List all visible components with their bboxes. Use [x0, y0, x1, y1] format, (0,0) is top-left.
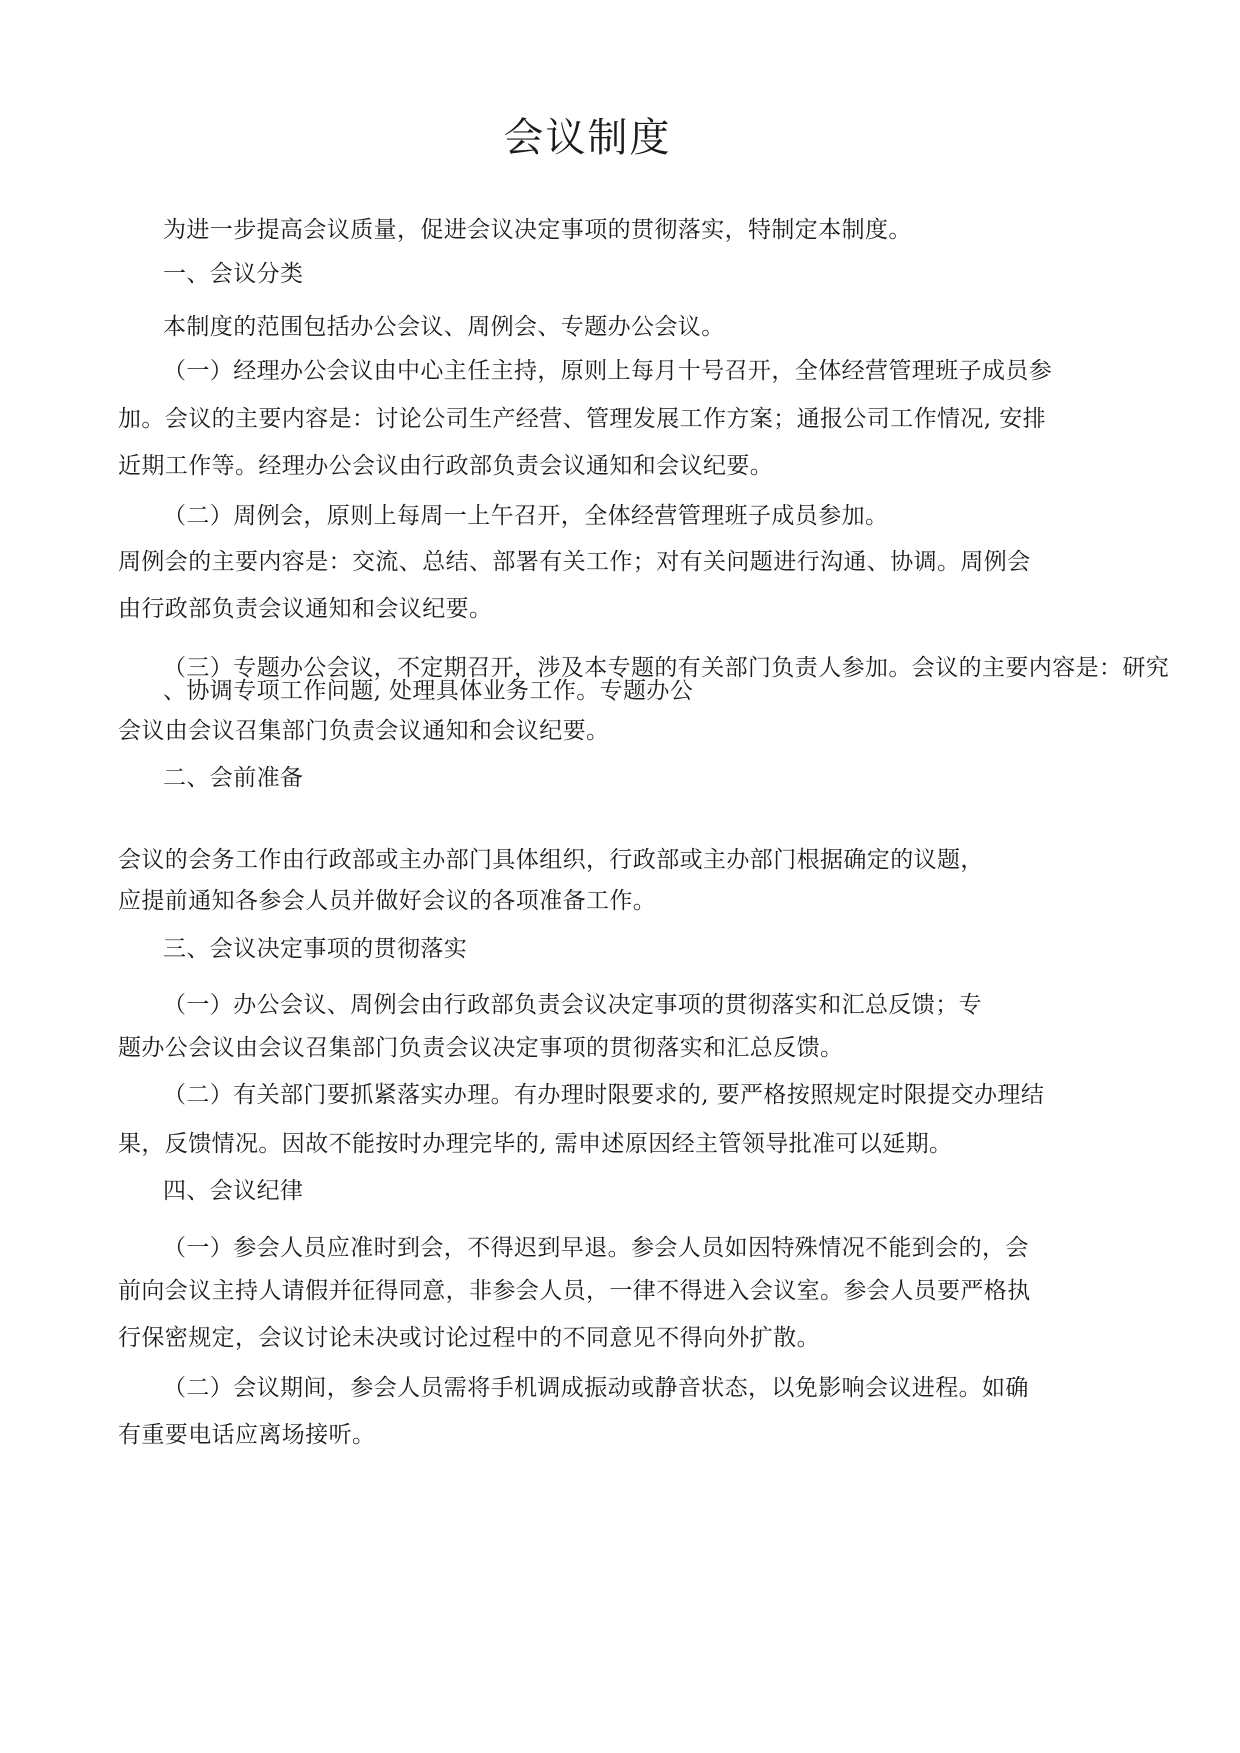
- document-title: 会议制度: [503, 115, 672, 161]
- paragraph-line: 由行政部负责会议通知和会议纪要。: [118, 596, 493, 622]
- paragraph-line: 、协调专项工作问题, 处理具体业务工作。专题办公: [163, 678, 694, 704]
- paragraph-line: 近期工作等。经理办公会议由行政部负责会议通知和会议纪要。: [118, 453, 774, 479]
- paragraph-line: （二）有关部门要抓紧落实办理。有办理时限要求的, 要严格按照规定时限提交办理结: [163, 1082, 1045, 1108]
- paragraph-line: （一）经理办公会议由中心主任主持，原则上每月十号召开，全体经营管理班子成员参: [163, 358, 1053, 384]
- section-heading-4: 四、会议纪律: [163, 1178, 304, 1204]
- paragraph-line: 前向会议主持人请假并征得同意，非参会人员，一律不得进入会议室。参会人员要严格执: [118, 1278, 1031, 1304]
- section-heading-3: 三、会议决定事项的贯彻落实: [163, 936, 468, 962]
- paragraph-line: 加。会议的主要内容是：讨论公司生产经营、管理发展工作方案；通报公司工作情况, 安排: [118, 406, 1047, 432]
- paragraph-line: 应提前通知各参会人员并做好会议的各项准备工作。: [118, 888, 657, 914]
- paragraph-line: （一）办公会议、周例会由行政部负责会议决定事项的贯彻落实和汇总反馈；专: [163, 992, 982, 1018]
- section-heading-2: 二、会前准备: [163, 765, 304, 791]
- paragraph-line: （二）会议期间，参会人员需将手机调成振动或静音状态，以免影响会议进程。如确: [163, 1375, 1029, 1401]
- paragraph-line: 有重要电话应离场接听。: [118, 1422, 376, 1448]
- paragraph-line: 行保密规定，会议讨论未决或讨论过程中的不同意见不得向外扩散。: [118, 1325, 820, 1351]
- paragraph-line: （二）周例会，原则上每周一上午召开，全体经营管理班子成员参加。: [163, 503, 889, 529]
- section-heading-1: 一、会议分类: [163, 261, 304, 287]
- paragraph-line: （一）参会人员应准时到会，不得迟到早退。参会人员如因特殊情况不能到会的，会: [163, 1235, 1029, 1261]
- paragraph-line: 周例会的主要内容是：交流、总结、部署有关工作；对有关问题进行沟通、协调。周例会: [118, 549, 1031, 575]
- paragraph-line: 本制度的范围包括办公会议、周例会、专题办公会议。: [163, 314, 725, 340]
- intro-paragraph: 为进一步提高会议质量，促进会议决定事项的贯彻落实，特制定本制度。: [163, 217, 912, 243]
- paragraph-line: 题办公会议由会议召集部门负责会议决定事项的贯彻落实和汇总反馈。: [118, 1035, 844, 1061]
- paragraph-line: 果，反馈情况。因故不能按时办理完毕的, 需申述原因经主管领导批准可以延期。: [118, 1131, 953, 1157]
- paragraph-line: （三）专题办公会议，不定期召开，涉及本专题的有关部门负责人参加。会议的主要内容是：研究: [163, 655, 1170, 681]
- paragraph-line: 会议由会议召集部门负责会议通知和会议纪要。: [118, 718, 610, 744]
- paragraph-line: 会议的会务工作由行政部或主办部门具体组织，行政部或主办部门根据确定的议题，: [118, 847, 984, 873]
